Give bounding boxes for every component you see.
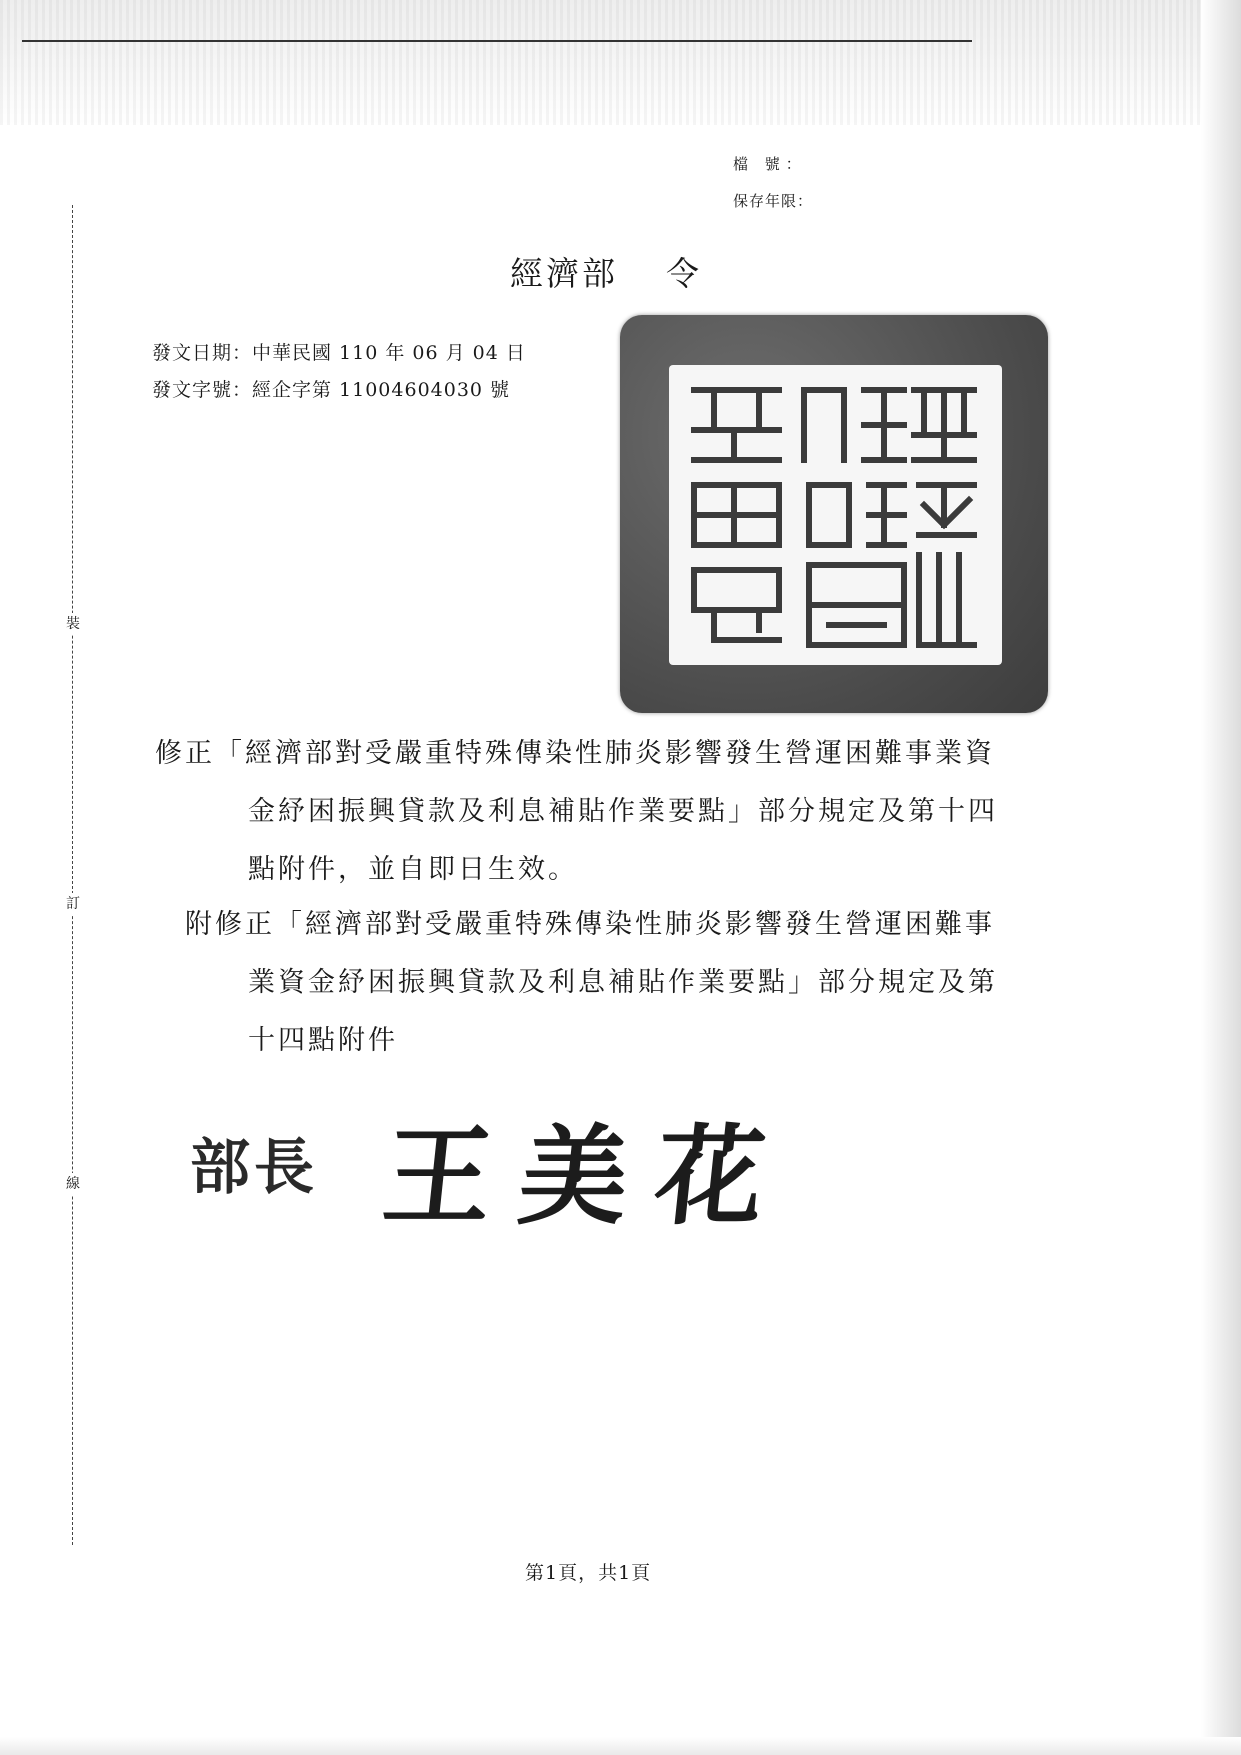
attachment-line-3: 十四點附件: [248, 1025, 398, 1056]
signatory-name: 王美花: [377, 1114, 799, 1240]
scan-shadow-bottom: [0, 1737, 1241, 1755]
seal-face: [669, 365, 1002, 665]
binding-label-zhuang: 裝: [64, 613, 82, 635]
seal-script-glyphs: [669, 365, 1002, 665]
official-seal: [620, 315, 1048, 713]
issuing-organization: 經濟部: [510, 254, 618, 293]
attachment-line-1: 附修正「經濟部對受嚴重特殊傳染性肺炎影響發生營運困難事: [185, 909, 995, 940]
binding-label-ding: 訂: [64, 893, 82, 915]
retention-period-label: 保存年限：: [733, 192, 814, 210]
main-text-line-3: 點附件，並自即日生效。: [248, 854, 578, 885]
document-title: [510, 248, 702, 295]
issue-date: 發文日期：中華民國 110 年 06 月 04 日: [152, 342, 526, 364]
page-number: 第1頁，共1頁: [525, 1562, 652, 1584]
file-number-label: 檔 號：: [733, 155, 807, 173]
main-text-line-2: 金紓困振興貸款及利息補貼作業要點」部分規定及第十四: [248, 796, 998, 827]
signatory-title: 部長: [190, 1133, 318, 1203]
binding-label-xian: 線: [64, 1173, 82, 1195]
scan-shadow-top: [0, 0, 1241, 125]
issue-number: 發文字號：經企字第 11004604030 號: [152, 379, 511, 401]
document-type: 令: [666, 254, 702, 293]
top-rule: [22, 40, 972, 42]
scan-shadow-right: [1201, 0, 1241, 1755]
main-text-line-1: 修正「經濟部對受嚴重特殊傳染性肺炎影響發生營運困難事業資: [155, 738, 995, 769]
attachment-line-2: 業資金紓困振興貸款及利息補貼作業要點」部分規定及第: [248, 967, 998, 998]
binding-line: [72, 205, 73, 1545]
